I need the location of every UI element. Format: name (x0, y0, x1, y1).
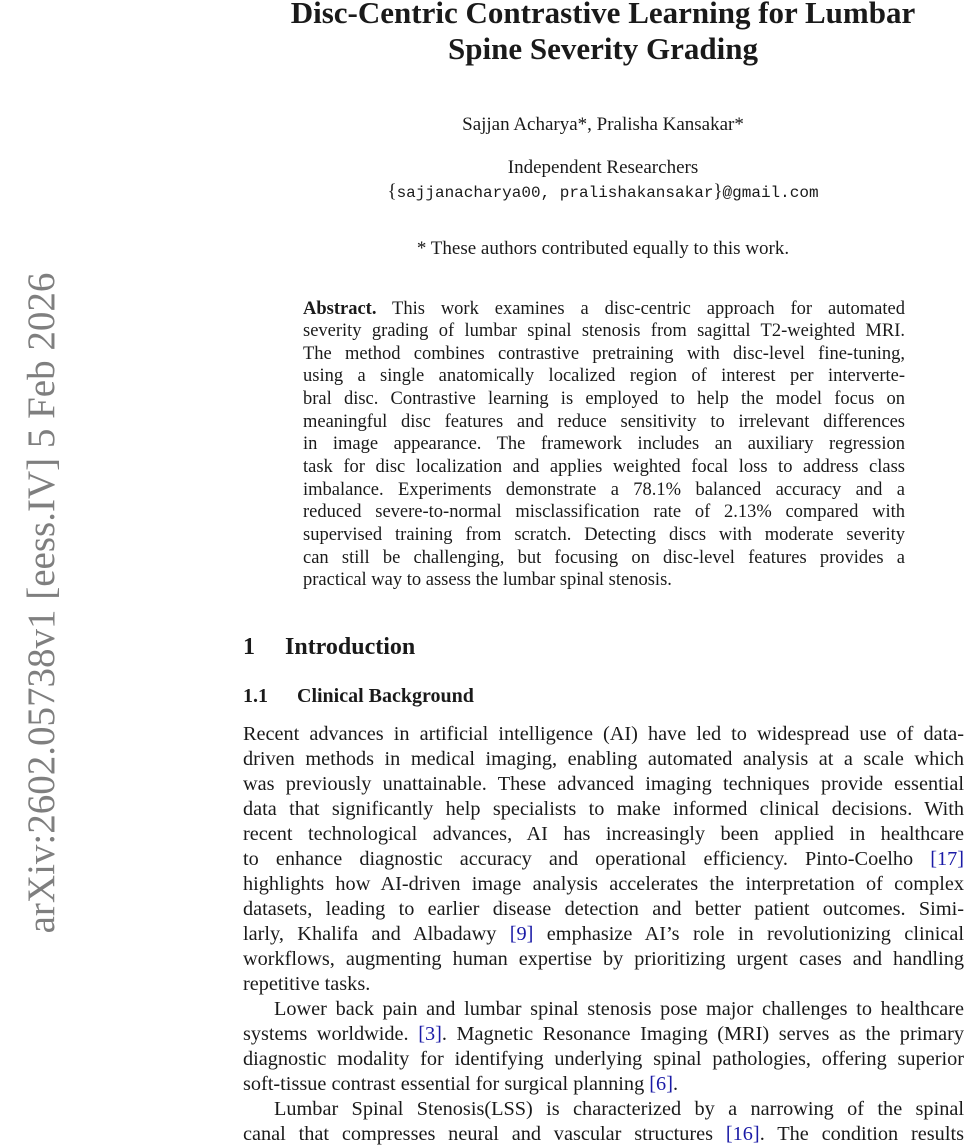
body-line (243, 1022, 964, 1047)
body-text: systems worldwide. (243, 1023, 419, 1045)
section-title: Introduction (285, 634, 416, 660)
body-line: recent technological advances, AI has increasingly been applied in healthcare (243, 823, 964, 845)
email-brace-open: { (387, 181, 397, 202)
email-domain: @gmail.com (722, 184, 819, 202)
abstract-line-6: meaningful disc features and reduce sensitivity to irrelevant differences (303, 412, 905, 432)
body-text: emphasize AI’s role in revolutionizing clinical (533, 923, 964, 945)
author-emails (243, 180, 963, 205)
abstract-line-12: can still be challenging, but focusing on disc-level features provides a (303, 548, 905, 568)
arxiv-identifier: arXiv:2602.05738v1 [eess.IV] 5 Feb 2026 (20, 272, 63, 934)
body-line (243, 847, 964, 872)
body-text: to enhance diagnostic accuracy and operational efficiency. Pinto-Coelho (243, 848, 931, 870)
abstract-line-10: reduced severe-to-normal misclassification rate of 2.13% compared with (303, 502, 905, 522)
body-line: diagnostic modality for identifying underlying spinal pathologies, offering superior (243, 1048, 964, 1070)
citation-link[interactable]: [16] (725, 1123, 760, 1145)
citation-link[interactable]: [6] (649, 1073, 673, 1095)
body-line: highlights how AI-driven image analysis accelerates the interpretation of complex (243, 873, 964, 895)
body-text: . Magnetic Resonance Imaging (MRI) serves as the primary (441, 1023, 964, 1045)
abstract-line-1 (303, 298, 905, 320)
body-text: soft-tissue contrast essential for surgical planning (243, 1073, 650, 1095)
email-brace-close: } (713, 181, 723, 202)
paper-title-line-1: Disc-Centric Contrastive Learning for Lumbar (290, 0, 916, 30)
citation-link[interactable]: [17] (930, 848, 964, 870)
body-line: Lumbar Spinal Stenosis(LSS) is characterized by a narrowing of the spinal (274, 1098, 964, 1120)
subsection-title: Clinical Background (297, 685, 474, 707)
affiliation: Independent Researchers (507, 157, 699, 178)
abstract-line-8: task for disc localization and applies weighted focal loss to address class (303, 457, 905, 477)
abstract-line-7: in image appearance. The framework includes an auxiliary regression (303, 434, 905, 454)
body-line: data that significantly help specialists to make informed clinical decisions. With (243, 798, 964, 820)
body-text: larly, Khalifa and Albadawy (243, 923, 510, 945)
body-text: . The condition results (759, 1123, 964, 1145)
body-text: canal that compresses neural and vascular structures (243, 1123, 726, 1145)
citation-link[interactable]: [3] (418, 1023, 442, 1045)
body-line: datasets, leading to earlier disease detection and better patient outcomes. Simi- (243, 898, 964, 920)
abstract-line-11: supervised training from scratch. Detecting discs with moderate severity (303, 525, 905, 545)
email-users: sajjanacharya00, pralishakansakar (396, 184, 714, 202)
section-number: 1 (243, 634, 255, 660)
abstract-label: Abstract. (303, 299, 377, 319)
abstract-line-4: using a single anatomically localized region of interest per interverte- (303, 366, 905, 386)
body-text: . (672, 1073, 679, 1095)
citation-link[interactable]: [9] (509, 923, 534, 945)
abstract-line-5: bral disc. Contrastive learning is employed to help the model focus on (303, 389, 905, 409)
abstract-line-2: severity grading of lumbar spinal stenosis from sagittal T2-weighted MRI. (303, 321, 905, 341)
body-line: Lower back pain and lumbar spinal stenosis pose major challenges to healthcare (274, 998, 964, 1020)
subsection-number: 1.1 (243, 685, 268, 707)
body-line: driven methods in medical imaging, enabling automated analysis at a scale which (243, 748, 964, 770)
abstract-line-1-text: This work examines a disc-centric approach for automated (376, 299, 905, 319)
author-list: Sajjan Acharya*, Pralisha Kansakar* (462, 114, 744, 135)
subsection-heading-clinical-background (243, 684, 474, 708)
abstract-line-13: practical way to assess the lumbar spinal stenosis. (303, 570, 672, 590)
body-line (243, 922, 964, 947)
body-line (243, 1072, 964, 1097)
abstract-line-3: The method combines contrastive pretraining with disc-level fine-tuning, (303, 344, 905, 364)
body-line (243, 1122, 964, 1146)
equal-contribution-note: * These authors contributed equally to this work. (416, 238, 790, 259)
paper-title-line-2: Spine Severity Grading (447, 31, 758, 66)
body-line: was previously unattainable. These advanced imaging techniques provide essential (243, 773, 964, 795)
body-line: repetitive tasks. (243, 973, 371, 995)
abstract-line-9: imbalance. Experiments demonstrate a 78.1% balanced accuracy and a (303, 480, 905, 500)
body-line: Recent advances in artificial intelligence (AI) have led to widespread use of data- (243, 723, 964, 745)
section-heading-introduction (243, 633, 415, 661)
body-line: workflows, augmenting human expertise by prioritizing urgent cases and handling (243, 948, 964, 970)
